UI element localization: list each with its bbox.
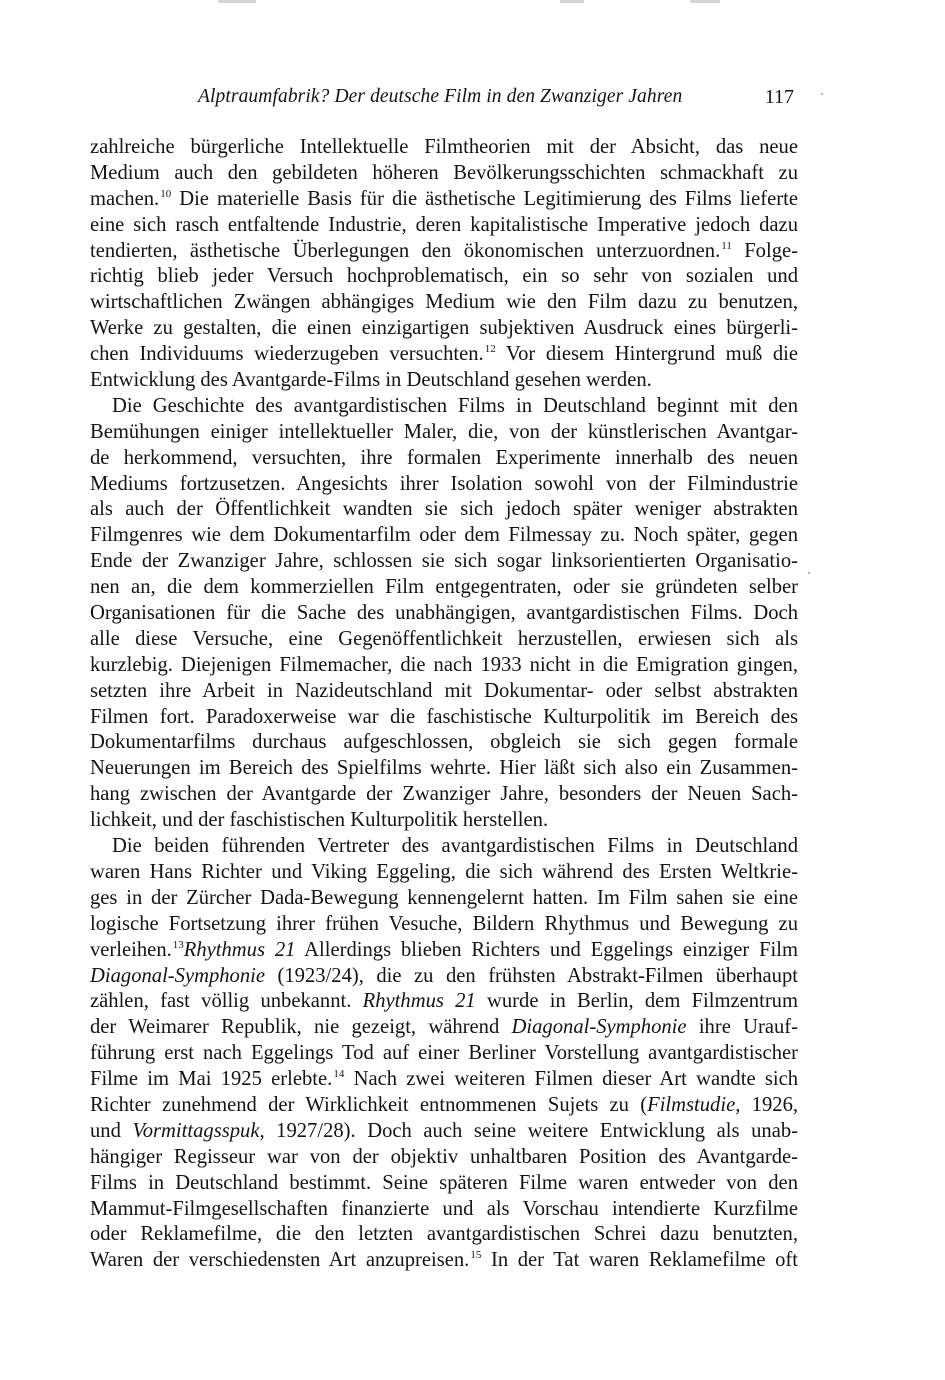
line-text: Richter zunehmend der Wirklichkeit entnommenen Sujets zu ( <box>90 1093 648 1116</box>
line-text: führung erst nach Eggelings Tod auf einer Berliner Vorstellung avantgardistischer <box>90 1042 798 1065</box>
footnote-marker: 11 <box>721 239 732 252</box>
scan-edge-mark <box>690 0 720 3</box>
film-title: Rhythmus 21 <box>362 990 476 1013</box>
line-text: chen Individuums wiederzugeben versuchten. <box>90 343 484 366</box>
line-text: zählen, fast völlig unbekannt. <box>90 990 363 1013</box>
running-head-title: Alptraumfabrik? Der deutsche Film in den Zwanziger Jahren <box>198 86 683 107</box>
text-line <box>90 964 798 990</box>
line-text: Organisationen für die Sache des unabhängigen, avantgardistischen Films. Doch <box>90 602 798 625</box>
text-line <box>90 135 798 161</box>
line-text: waren Hans Richter und Viking Eggeling, die sich während des Ersten Weltkrie- <box>90 860 798 883</box>
line-text: kurzlebig. Diejenigen Filmemacher, die nach 1933 nicht in die Emigration gingen, <box>90 653 798 676</box>
text-line <box>90 938 798 964</box>
text-line <box>90 497 798 523</box>
footnote-marker: 12 <box>484 343 496 356</box>
text-line <box>90 161 798 187</box>
body-text <box>90 135 798 1274</box>
line-text: Die Geschichte des avantgardistischen Films in Deutschland beginnt mit den <box>112 394 798 417</box>
text-line <box>90 653 798 679</box>
line-text: Die beiden führenden Vertreter des avantgardistischen Films in Deutschland <box>112 835 798 858</box>
line-text: Waren der verschiedensten Art anzupreisen. <box>90 1249 470 1272</box>
line-text: de herkommend, versuchten, ihre formalen Experimente innerhalb des neuen <box>90 446 798 469</box>
line-text: wurde in Berlin, dem Filmzentrum <box>475 990 798 1013</box>
line-text: Films in Deutschland bestimmt. Seine späteren Filme waren entweder von den <box>90 1171 798 1194</box>
text-line <box>90 1171 798 1197</box>
line-text: Allerdings blieben Richters <box>295 938 550 961</box>
line-text: hang zwischen der Avantgarde der Zwanziger Jahre, besonders der Neuen Sach- <box>90 783 798 806</box>
line-text: Medium auch den gebildeten höheren Bevölkerungsschichten schmackhaft zu <box>90 161 798 184</box>
line-text: Vor diesem Hintergrund muß die <box>495 343 798 366</box>
text-line <box>90 316 798 342</box>
line-text: Folge- <box>731 239 798 262</box>
line-text: ges in der Zürcher Dada-Bewegung kennengelernt hatten. Im Film sahen sie eine <box>90 886 798 909</box>
footnote-marker: 15 <box>470 1249 482 1262</box>
text-line <box>90 1067 798 1093</box>
text-line <box>90 1041 798 1067</box>
text-line <box>90 912 798 938</box>
scan-edge-mark <box>560 0 584 3</box>
line-text: hängiger Regisseur war von der objektiv unhaltbaren Position des Avantgarde- <box>90 1145 798 1168</box>
text-line <box>90 679 798 705</box>
line-text: Nach zwei weiteren Filmen dieser Art wandte sich <box>344 1068 798 1091</box>
text-line <box>90 808 798 834</box>
footnote-marker: 13 <box>172 938 184 951</box>
text-line <box>90 705 798 731</box>
text-line <box>90 368 798 394</box>
line-text: wirtschaftlichen Zwängen abhängiges Medium wie den Film dazu zu benutzen, <box>90 291 798 314</box>
text-line <box>90 1093 798 1119</box>
text-line <box>90 575 798 601</box>
line-text: ihre Urauf- <box>686 1016 798 1039</box>
line-text: alle diese Versuche, eine Gegenöffentlichkeit herzustellen, erwiesen sich als <box>90 627 798 650</box>
footnote-marker: 10 <box>160 187 172 200</box>
text-line <box>90 213 798 239</box>
line-text: lichkeit, und der faschistischen Kulturpolitik herstellen. <box>90 809 549 832</box>
text-line <box>90 290 798 316</box>
running-head <box>90 86 800 114</box>
text-line <box>90 627 798 653</box>
text-line <box>90 1222 798 1248</box>
text-line <box>90 420 798 446</box>
line-text: Filmgenres wie dem Dokumentarfilm oder dem Filmessay zu. Noch später, gegen <box>90 524 798 547</box>
line-text: eine sich rasch entfaltende Industrie, deren kapitalistische Imperative jedoch dazu <box>90 213 798 236</box>
line-text: und Eggelings einziger Film <box>549 938 798 961</box>
text-line <box>90 342 798 368</box>
text-line <box>90 1248 798 1274</box>
line-text: 1926, <box>740 1093 798 1116</box>
film-title: Rhythmus 21 <box>183 938 296 961</box>
text-line <box>90 549 798 575</box>
text-line <box>90 601 798 627</box>
footnote-marker: 14 <box>333 1068 345 1081</box>
line-text: (1923/24), die zu den frühsten Abstrakt-Filmen überhaupt <box>265 964 798 987</box>
line-text: der Weimarer Republik, nie gezeigt, während <box>90 1016 512 1039</box>
scan-speck <box>808 572 810 574</box>
line-text: Neuerungen im Bereich des Spielfilms wehrte. Hier läßt sich also ein Zusammen- <box>90 757 798 780</box>
text-line <box>90 446 798 472</box>
line-text: Entwicklung des Avantgarde-Films in Deutschland gesehen werden. <box>90 369 652 392</box>
line-text: Filme im Mai 1925 erlebte. <box>90 1068 333 1091</box>
text-line <box>90 860 798 886</box>
text-line <box>90 730 798 756</box>
line-text: machen. <box>90 187 160 210</box>
line-text: als auch der Öffentlichkeit wandten sie sich jedoch später weniger abstrakten <box>90 498 798 521</box>
text-line <box>90 834 798 860</box>
text-line <box>90 239 798 265</box>
text-line <box>90 1145 798 1171</box>
line-text: Ende der Zwanziger Jahre, schlossen sie sich sogar linksorientierten Organisatio- <box>90 550 798 573</box>
text-line <box>90 394 798 420</box>
film-title: Diagonal-Symphonie <box>90 964 266 987</box>
line-text: 1927/28). Doch auch seine weitere Entwicklung als unab- <box>264 1119 798 1142</box>
text-line <box>90 264 798 290</box>
line-text: Mammut-Filmgesellschaften finanzierte und als Vorschau intendierte Kurzfilme <box>90 1197 798 1220</box>
text-line <box>90 782 798 808</box>
scan-speck <box>821 93 823 95</box>
line-text: Die materielle Basis für die ästhetische Legitimierung des Films lieferte <box>171 187 798 210</box>
line-text: tendierten, ästhetische Überlegungen den ökonomischen unterzuordnen. <box>90 239 721 262</box>
text-line <box>90 523 798 549</box>
line-text: setzten ihre Arbeit in Nazideutschland mit Dokumentar- oder selbst abstrakten <box>90 679 798 702</box>
line-text: Mediums fortzusetzen. Angesichts ihrer Isolation sowohl von der Filmindustrie <box>90 472 798 495</box>
line-text: Dokumentarfilms durchaus aufgeschlossen, obgleich sie sich gegen formale <box>90 731 798 754</box>
line-text: nen an, die dem kommerziellen Film entgegentraten, oder sie gründeten selber <box>90 576 798 599</box>
page-number: 117 <box>764 86 794 108</box>
text-line <box>90 756 798 782</box>
line-text: Bemühungen einiger intellektueller Maler, die, von der künstlerischen Avantgar- <box>90 420 798 443</box>
line-text: In der Tat waren Reklamefilme oft <box>481 1249 798 1272</box>
line-text: und <box>90 1119 133 1142</box>
text-line <box>90 187 798 213</box>
text-line <box>90 886 798 912</box>
line-text: oder Reklamefilme, die den letzten avantgardistischen Schrei dazu benutzten, <box>90 1223 798 1246</box>
film-title: Vormittagsspuk, <box>132 1119 265 1142</box>
text-line <box>90 1015 798 1041</box>
line-text: richtig blieb jeder Versuch hochproblematisch, ein so sehr von sozialen und <box>90 265 798 288</box>
line-text: logische Fortsetzung ihrer frühen Vesuche, Bildern Rhythmus und Bewegung zu <box>90 912 798 935</box>
line-text: Filmen fort. Paradoxerweise war die faschistische Kulturpolitik im Bereich des <box>90 705 798 728</box>
text-line <box>90 472 798 498</box>
text-line <box>90 989 798 1015</box>
text-line <box>90 1197 798 1223</box>
text-line <box>90 1119 798 1145</box>
scan-edge-mark <box>218 0 256 3</box>
line-text: Werke zu gestalten, die einen einzigartigen subjektiven Ausdruck eines bürgerli- <box>90 317 798 340</box>
line-text: verleihen. <box>90 938 172 961</box>
film-title: Filmstudie, <box>647 1093 741 1116</box>
film-title: Diagonal-Symphonie <box>511 1016 687 1039</box>
line-text: zahlreiche bürgerliche Intellektuelle Filmtheorien mit der Absicht, das neue <box>90 136 798 158</box>
